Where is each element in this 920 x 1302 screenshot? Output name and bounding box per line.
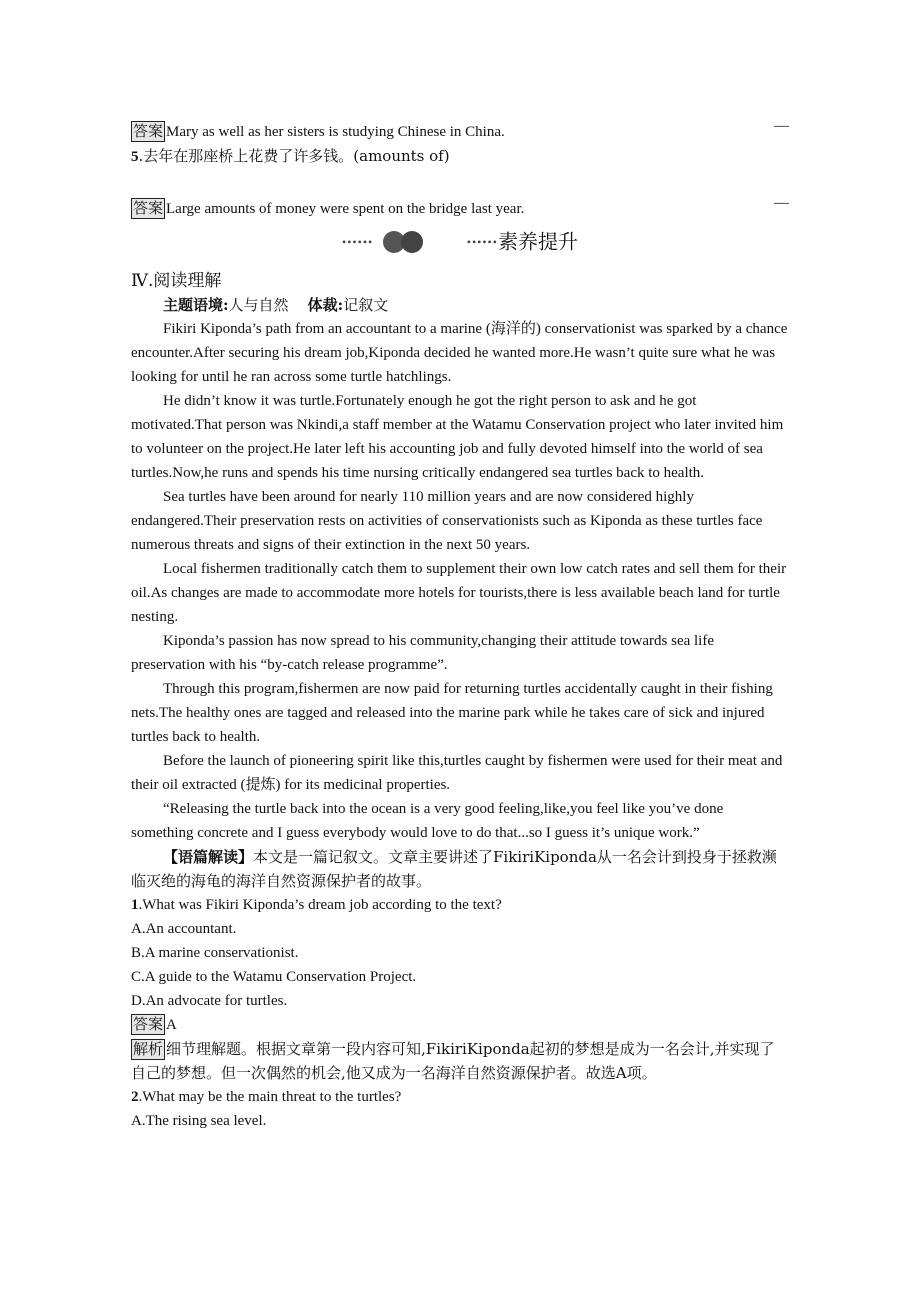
paragraph: Local fishermen traditionally catch them to supplement their own low catch rates and sell them for their oil.As changes are made to accommodate more hotels for tourists,there is less available beach land for turtle nesting.: [131, 561, 787, 625]
section-header: [131, 229, 789, 269]
question-number: 1: [131, 897, 139, 913]
blank-dash: —: [774, 118, 789, 134]
reading-heading: Ⅳ.阅读理解: [131, 271, 222, 291]
paragraph: Before the launch of pioneering spirit like this,turtles caught by fishermen were used for their meat and their oil extracted (提炼) for its medicinal properties.: [131, 753, 783, 793]
option: D.An advocate for turtles.: [131, 993, 288, 1009]
analysis-text: 本文是一篇记叙文。文章主要讲述了FikiriKiponda从一名会计到投身于拯救濒临灭绝的海龟的海洋自然资源保护者的故事。: [131, 848, 777, 890]
answer-tag: 答案: [133, 1015, 164, 1033]
dots-left: ••••••: [342, 234, 374, 249]
option: A.An accountant.: [131, 921, 237, 937]
blank-dash: —: [774, 195, 789, 211]
genre-label: 体裁:: [307, 296, 344, 314]
option: B.A marine conservationist.: [131, 945, 299, 961]
theme-value: 人与自然: [228, 296, 289, 314]
question-number: 2: [131, 1089, 139, 1105]
question-5-line: [131, 144, 789, 169]
explanation-1: [131, 1037, 789, 1085]
question-number: 5: [131, 149, 139, 165]
analysis-label: 【语篇解读】: [163, 848, 254, 866]
paragraph: “Releasing the turtle back into the ocean is a very good feeling,like,you feel like you’ve done something concrete and I guess everybody would love to do that...so I guess it’s unique work.”: [131, 801, 724, 841]
answer-1-line: [131, 1013, 789, 1037]
answer-5-text: Large amounts of money were spent on the bridge last year.: [166, 201, 525, 217]
theme-label: 主题语境:: [163, 296, 229, 314]
section-title: 素养提升: [497, 229, 578, 254]
question-2-stem: [131, 1085, 789, 1109]
answer-5-line: [131, 197, 789, 221]
paragraph: Sea turtles have been around for nearly 110 million years and are now considered highly endangered.Their preservation rests on activities of conservationists such as Kiponda as these turtles face numerous threats and signs of their extinction in the next 50 years.: [131, 489, 763, 553]
option: A.The rising sea level.: [131, 1113, 267, 1129]
option: C.A guide to the Watamu Conservation Project.: [131, 969, 417, 985]
answer-4-text: Mary as well as her sisters is studying Chinese in China.: [166, 124, 505, 140]
question-5-text: .去年在那座桥上花费了许多钱。(amounts of): [138, 147, 450, 165]
question-1-stem: [131, 893, 789, 917]
paragraph: He didn’t know it was turtle.Fortunately enough he got the right person to ask and he got motivated.That person was Nkindi,a staff member at the Watamu Conservation project who later invited him to volunteer on the project.He later left his accounting job and fully devoted himself into the world of sea turtles.Now,he runs and spends his time nursing critically endangered sea turtles back to health.: [131, 393, 784, 481]
paragraph: Through this program,fishermen are now paid for returning turtles accidentally caught in their fishing nets.The healthy ones are tagged and released into the marine park while he takes care of sick and injured turtles back to health.: [131, 681, 773, 745]
paragraph: Kiponda’s passion has now spread to his community,changing their attitude towards sea life preservation with his “by-catch release programme”.: [131, 633, 715, 673]
answer-tag: 答案: [133, 122, 164, 140]
explanation-tag: 解析: [133, 1040, 164, 1058]
answer-space: [131, 169, 789, 197]
answer-4-line: [131, 120, 789, 144]
dots-right: ••••••: [466, 234, 498, 249]
question-text: .What was Fikiri Kiponda’s dream job according to the text?: [138, 897, 502, 913]
theme-line: [131, 293, 789, 317]
passage-analysis: [131, 845, 789, 893]
question-text: .What may be the main threat to the turtles?: [138, 1089, 402, 1105]
answer-value: A: [166, 1017, 177, 1033]
genre-value: 记叙文: [343, 296, 389, 314]
paragraph: Fikiri Kiponda’s path from an accountant to a marine (海洋的) conservationist was sparked by a chance encounter.After securing his dream job,Kiponda decided he wanted more.He wasn’t quite sure what he was looking for until he ran across some turtle hatchlings.: [131, 321, 788, 385]
circle-icon: [401, 231, 423, 253]
explanation-text: 细节理解题。根据文章第一段内容可知,FikiriKiponda起初的梦想是成为一名会计,并实现了自己的梦想。但一次偶然的机会,他又成为一名海洋自然资源保护者。故选A项。: [131, 1040, 775, 1082]
answer-tag: 答案: [133, 199, 164, 217]
page-content: [131, 120, 789, 1133]
